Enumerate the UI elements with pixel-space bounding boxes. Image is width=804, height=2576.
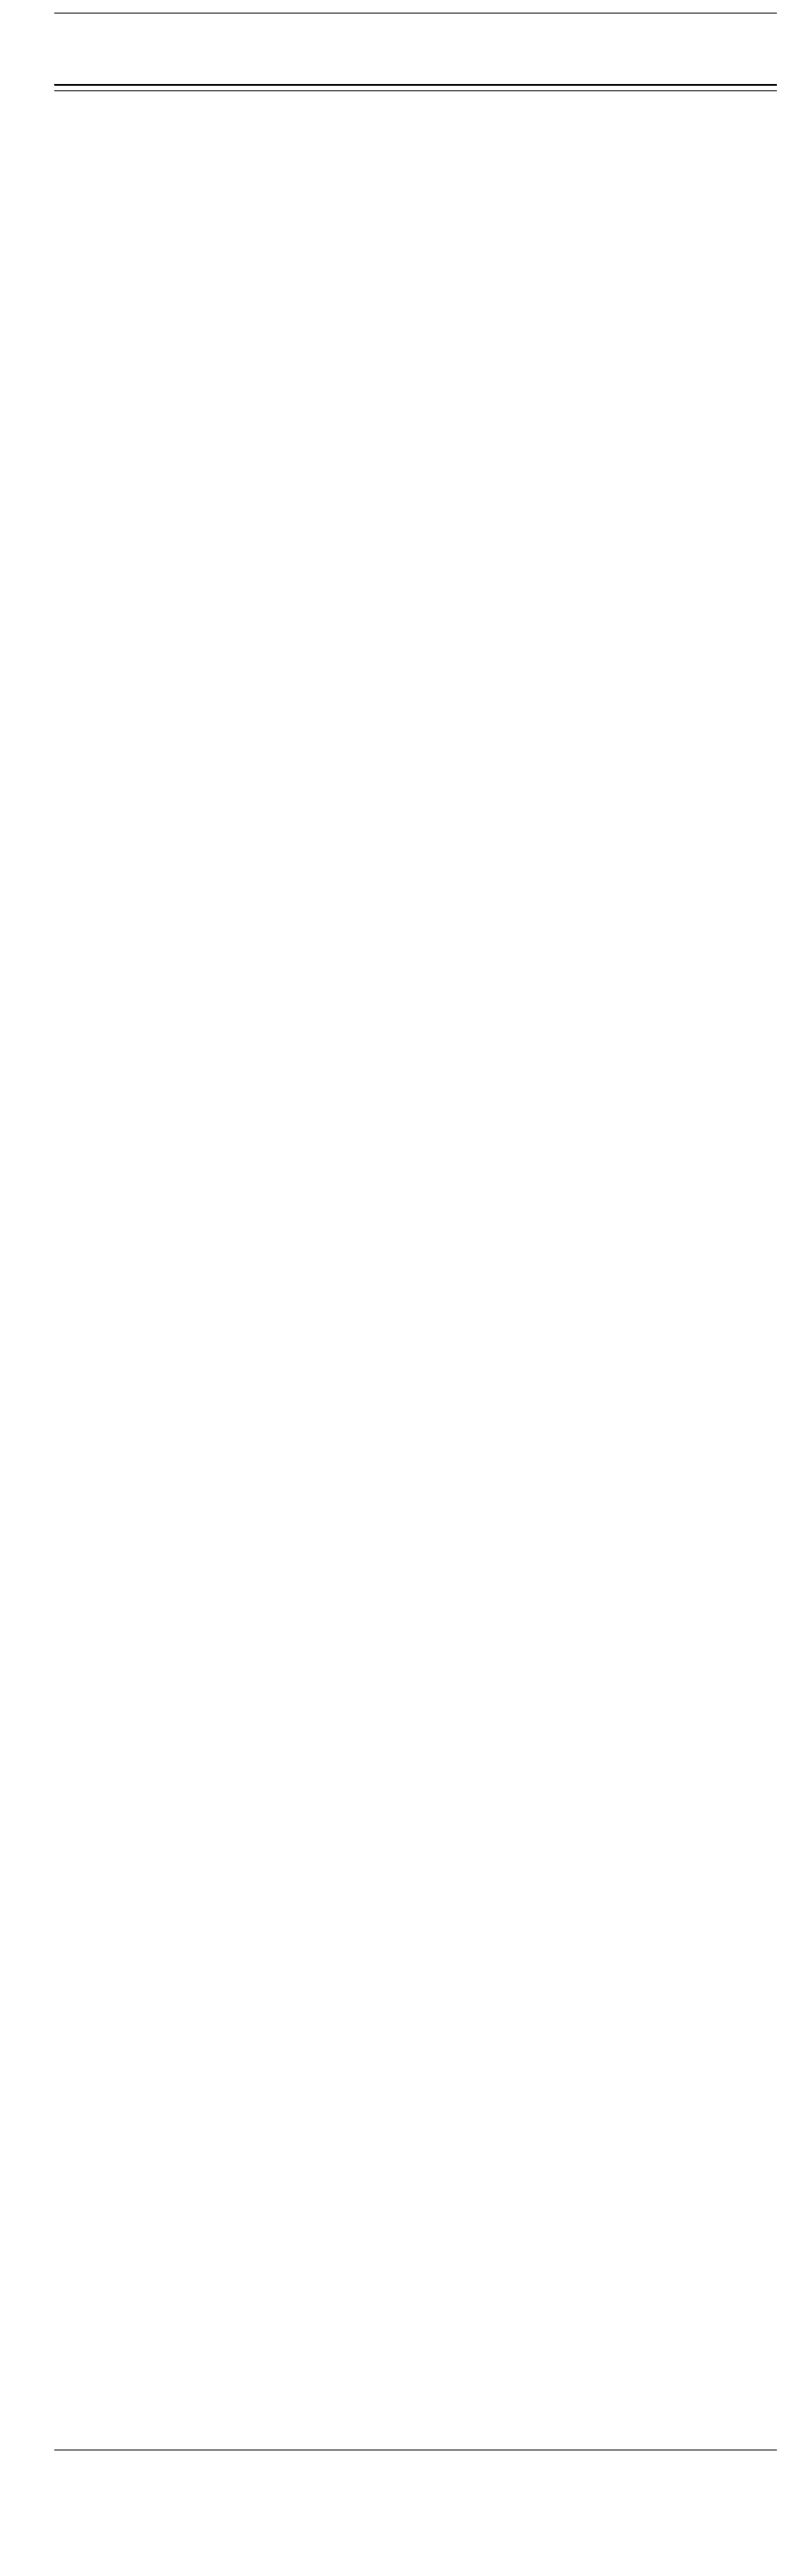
ruler-line xyxy=(54,13,777,14)
cytoband-bar xyxy=(54,84,777,86)
track-separator xyxy=(54,90,777,91)
